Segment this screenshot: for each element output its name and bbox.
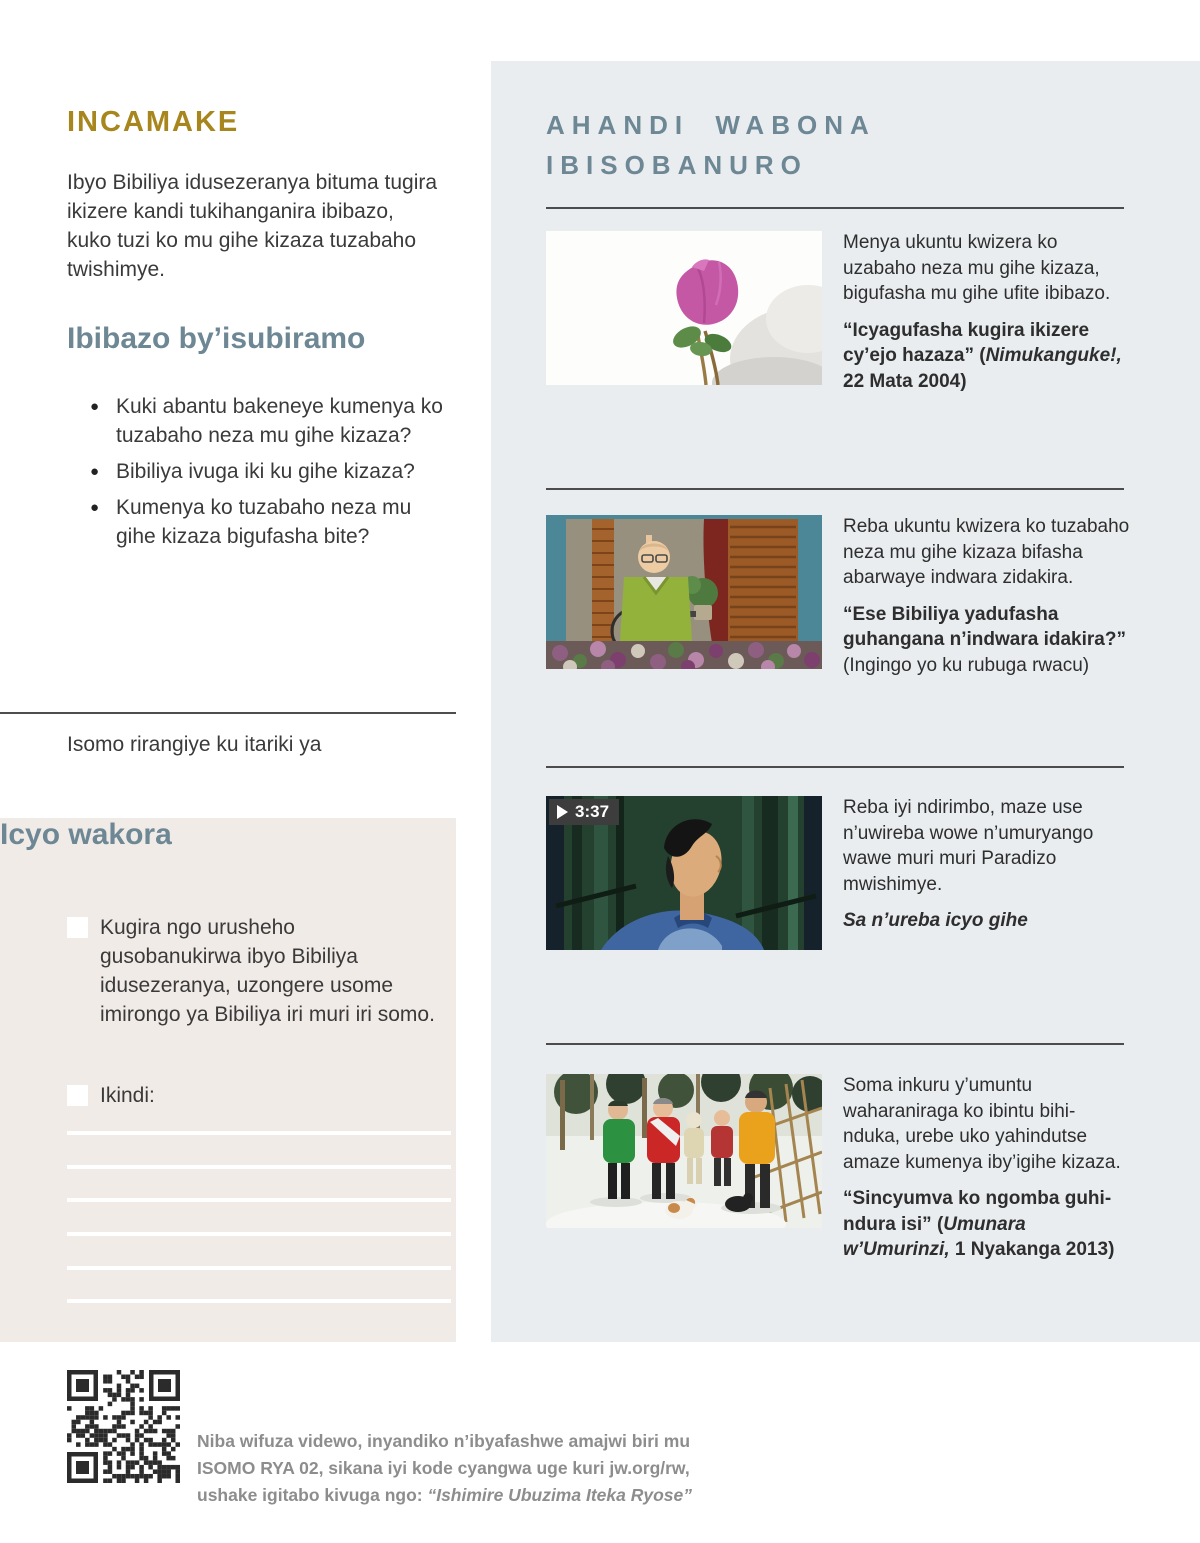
horizontal-divider <box>546 488 1124 490</box>
video-duration: 3:37 <box>575 802 610 821</box>
qr-code <box>67 1370 180 1483</box>
todo-heading: Icyo wakora <box>0 818 172 851</box>
entry-text <box>843 230 1131 394</box>
todo-row <box>67 913 435 1029</box>
todo-panel <box>0 818 456 1342</box>
horizontal-divider <box>546 207 1124 209</box>
writing-line <box>67 1299 451 1303</box>
writing-line <box>67 1266 451 1270</box>
entry-description: Reba ukuntu kwizera ko tuzabaho neza mu gihe kizaza bifasha abarwaye indwara zidakira. <box>843 516 1130 588</box>
summary-paragraph: Ibyo Bibiliya idusezeranya bituma tugira ikizere kandi tukihanganira ibibazo, kuko tuzi ko mu gihe kizaza tuzabaho twishimye. <box>67 171 438 281</box>
completion-date-label: Isomo rirangiye ku itariki ya <box>67 733 322 756</box>
list-item: ● Kuki abantu bakeneye kumenya ko tuzabaho neza mu gihe kizaza? <box>90 392 445 450</box>
man-in-wheelchair-photo <box>546 515 822 669</box>
pink-flower-photo <box>546 231 822 385</box>
entry-text <box>843 795 1131 934</box>
review-questions-list <box>90 392 445 558</box>
writing-line <box>67 1131 451 1135</box>
video-thumbnail[interactable] <box>546 796 822 950</box>
entry-text <box>843 1073 1131 1263</box>
writing-line <box>67 1165 451 1169</box>
entry-reference: “Ese Bibiliya yadufasha guhangana n’indwara idakira?” (Ingingo yo ku rubuga rwacu) <box>843 603 1126 676</box>
todo-row <box>67 1081 435 1110</box>
footer-instructions: Niba wifuza videwo, inyandiko n’ibyafashwe amajwi biri mu ISOMO RYA 02, sikana iyi kode cyangwa uge kuri jw.org/rw, ushake igitabo kivuga ngo: “Ishimire Ubuzima Iteka Ryose” <box>197 1431 692 1505</box>
video-duration-badge <box>549 799 619 825</box>
more-info-heading: AHANDI WABONA IBISOBANURO <box>546 110 876 180</box>
bullet-icon: ● <box>90 499 100 516</box>
entry-reference: “Sincyumva ko ngomba guhi-ndura isi” (Umunara w’Umurinzi, 1 Nyakanga 2013) <box>843 1188 1115 1260</box>
todo-item-text: Ikindi: <box>100 1084 155 1107</box>
horizontal-divider <box>0 712 456 714</box>
horizontal-divider <box>546 1043 1124 1045</box>
list-item: ● Kumenya ko tuzabaho neza mu gihe kizaza bigufasha bite? <box>90 493 445 551</box>
checkbox[interactable] <box>67 917 88 938</box>
publication-title: “Ishimire Ubuzima Iteka Ryose” <box>427 1485 692 1505</box>
writing-line <box>67 1232 451 1236</box>
family-winter-walk-photo <box>546 1074 822 1228</box>
writing-line <box>67 1198 451 1202</box>
entry-description: Soma inkuru y’umuntu waharaniraga ko ibintu bihi-nduka, urebe uko yahindutse amaze kumenya iby’igihe kizaza. <box>843 1075 1121 1173</box>
entry-text <box>843 514 1131 678</box>
list-item: ● Bibiliya ivuga iki ku gihe kizaza? <box>90 457 445 486</box>
review-questions-heading: Ibibazo by’isubiramo <box>67 322 366 355</box>
play-icon <box>557 805 568 819</box>
entry-reference: Sa n’ureba icyo gihe <box>843 910 1028 931</box>
horizontal-divider <box>546 766 1124 768</box>
entry-reference: “Icyagufasha kugira ikizere cy’ejo hazaza” (Nimukanguke!, 22 Mata 2004) <box>843 319 1122 392</box>
entry-description: Menya ukuntu kwizera ko uzabaho neza mu gihe kizaza, bigufasha mu gihe ufite ibibazo. <box>843 232 1111 304</box>
bullet-icon: ● <box>90 398 100 415</box>
entry-description: Reba iyi ndirimbo, maze use n’uwireba wowe n’umuryango wawe muri muri Paradizo mwishimye. <box>843 797 1094 895</box>
bullet-icon: ● <box>90 463 100 480</box>
todo-item-text: Kugira ngo urusheho gusobanukirwa ibyo Bibiliya idusezeranya, uzongere usome imirongo ya Bibiliya iri muri iri somo. <box>100 916 435 1026</box>
checkbox[interactable] <box>67 1085 88 1106</box>
summary-heading: INCAMAKE <box>67 106 240 138</box>
more-info-panel <box>491 61 1200 1342</box>
